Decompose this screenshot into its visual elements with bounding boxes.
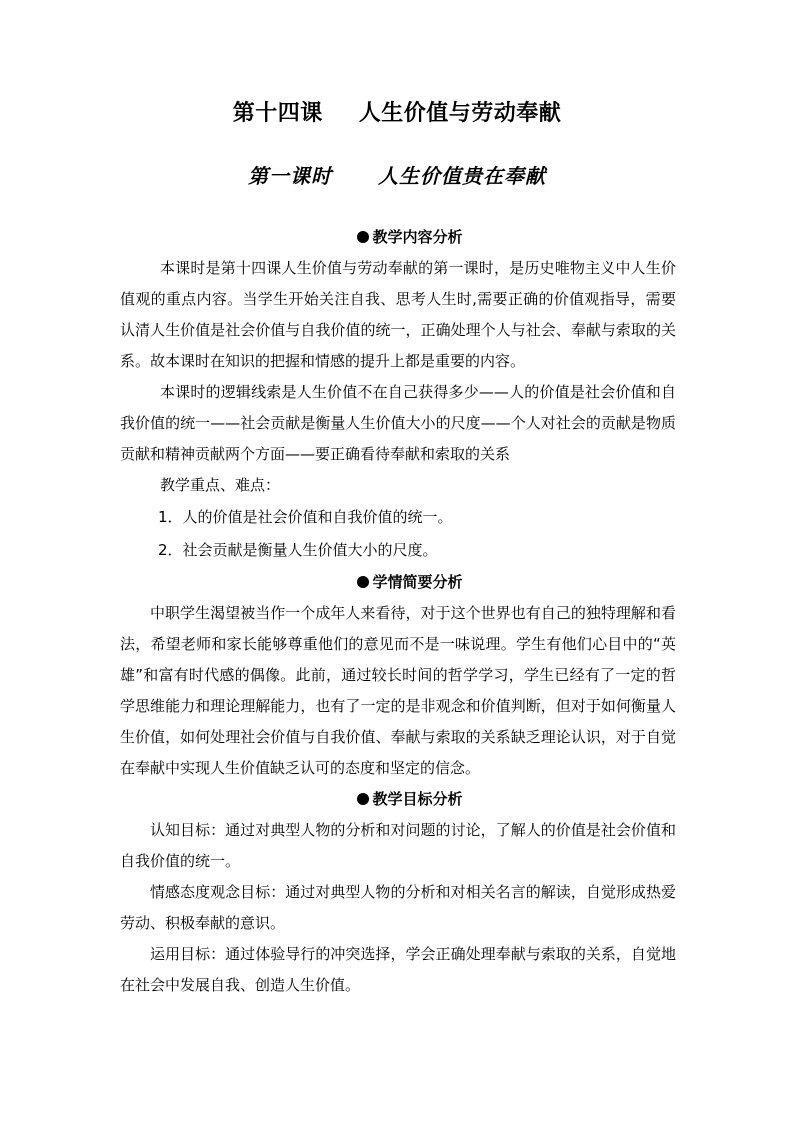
lesson-number: 第十四课 (232, 100, 323, 126)
bullet-icon (357, 793, 369, 805)
keypoints-label: 教学重点、难点： (160, 476, 281, 494)
lesson-subtitle (0, 160, 794, 189)
content-analysis-paragraph-2: 本课时的逻辑线索是人生价值不在自己获得多少——人的价值是社会价值和自我价值的统一——社会贡献是衡量人生价值大小的尺度——个人对社会的贡献是物质贡献和精神贡献两个方面——要正确看待奉献和索取的关系 (120, 383, 676, 463)
period-name: 人生价值贵在奉献 (378, 164, 546, 188)
keypoint-item-1: 1．人的价值是社会价值和自我价值的统一。 (158, 508, 453, 526)
document-body (120, 222, 676, 1001)
section-heading-student-analysis: 学情简要分析 (144, 567, 676, 598)
student-analysis-paragraph: 中职学生渴望被当作一个成年人来看待，对于这个世界也有自己的独特理解和看法，希望老师和家长能够尊重他们的意见而不是一味说理。学生有他们心目中的“英雄”和富有时代感的偶像。此前，通过较长时间的哲学学习，学生已经有了一定的哲学思维能力和理论理解能力，也有了一定的是非观念和价值判断，但对于如何衡量人生价值，如何处理社会价值与自我价值、奉献与索取的关系缺乏理论认识，对于自觉在奉献中实现人生价值缺乏认可的态度和坚定的信念。 (120, 604, 676, 777)
keypoint-item-2: 2．社会贡献是衡量人生价值大小的尺度。 (158, 541, 438, 559)
objective-cognitive: 认知目标：通过对典型人物的分析和对问题的讨论，了解人的价值是社会价值和自我价值的统一。 (120, 821, 676, 870)
objective-application: 运用目标：通过体验导行的冲突选择，学会正确处理奉献与索取的关系，自觉地在社会中发展自我、创造人生价值。 (120, 945, 676, 994)
section-heading-objectives: 教学目标分析 (144, 784, 676, 815)
lesson-title (0, 96, 794, 127)
bullet-icon (357, 231, 369, 243)
bullet-icon (357, 576, 369, 588)
lesson-name: 人生价值与劳动奉献 (358, 100, 562, 126)
period-number: 第一课时 (248, 164, 332, 188)
content-analysis-paragraph-1: 本课时是第十四课人生价值与劳动奉献的第一课时，是历史唯物主义中人生价值观的重点内容。当学生开始关注自我、思考人生时,需要正确的价值观指导，需要认清人生价值是社会价值与自我价值的统一，正确处理个人与社会、奉献与索取的关系。故本课时在知识的把握和情感的提升上都是重要的内容。 (120, 259, 676, 370)
section-heading-content-analysis: 教学内容分析 (144, 222, 676, 253)
objective-emotional: 情感态度观念目标：通过对典型人物的分析和对相关名言的解读，自觉形成热爱劳动、积极奉献的意识。 (120, 883, 676, 932)
